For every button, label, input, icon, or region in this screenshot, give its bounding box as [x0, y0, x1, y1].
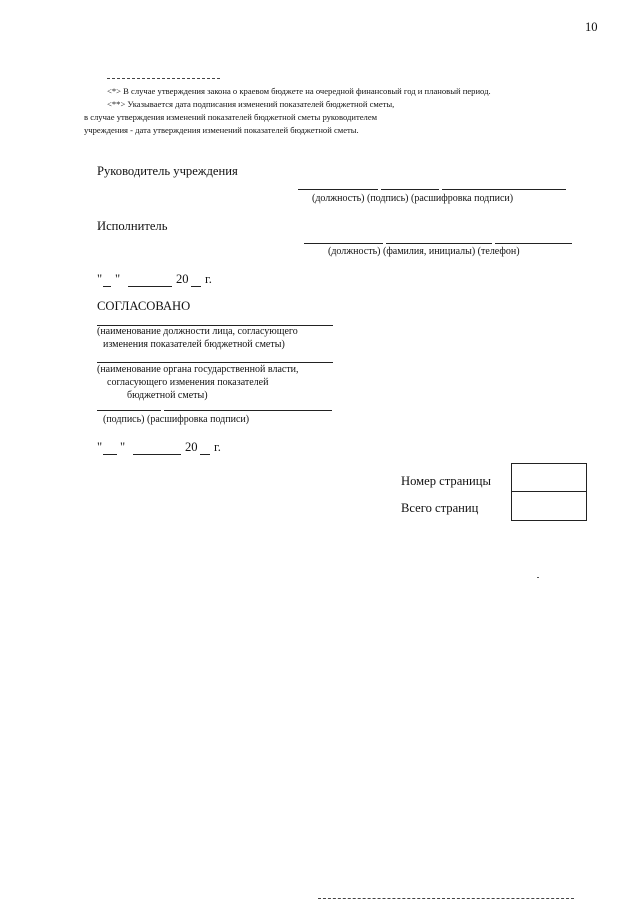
executor-title: Исполнитель: [97, 219, 168, 233]
approved-authority-caption-2: согласующего изменения показателей: [107, 377, 269, 388]
date2-month-line: [133, 454, 181, 455]
approved-position-caption-1: (наименование должности лица, согласующего: [97, 326, 298, 337]
scan-bottom-artifact: [318, 898, 574, 899]
scan-speck: [537, 577, 539, 578]
approved-signature-line: [97, 410, 161, 411]
approved-authority-caption-1: (наименование органа государственной власти,: [97, 364, 299, 375]
head-signature-line: [381, 189, 439, 190]
footnote-separator: [107, 78, 220, 79]
date2-year-suffix: г.: [214, 440, 221, 454]
date1-close-quote: ": [115, 272, 121, 286]
page-number-label: Номер страницы: [401, 474, 491, 488]
date1-year-line: [191, 286, 201, 287]
total-pages-label: Всего страниц: [401, 501, 479, 515]
approved-decoding-line: [164, 410, 332, 411]
executor-name-line: [386, 243, 492, 244]
date2-year-prefix: 20: [185, 440, 198, 454]
executor-phone-line: [495, 243, 572, 244]
approved-authority-line: [97, 362, 333, 363]
head-captions: (должность) (подпись) (расшифровка подписи): [312, 193, 514, 204]
date1-open-quote: ": [97, 272, 103, 286]
footnote-1: <*> В случае утверждения закона о краевом бюджете на очередной финансовый год и плановый период.: [107, 86, 491, 96]
date1-year-suffix: г.: [205, 272, 212, 286]
approved-authority-caption-3: бюджетной сметы): [127, 390, 208, 401]
head-decoding-line: [442, 189, 566, 190]
head-position-line: [298, 189, 378, 190]
footnote-2-cont-2: учреждения - дата утверждения изменений показателей бюджетной сметы.: [84, 125, 359, 135]
approved-position-caption-2: изменения показателей бюджетной сметы): [103, 339, 285, 350]
footnote-2: <**> Указывается дата подписания изменений показателей бюджетной сметы,: [107, 99, 395, 109]
head-title: Руководитель учреждения: [97, 164, 238, 178]
executor-captions: (должность) (фамилия, инициалы) (телефон): [328, 246, 520, 257]
date2-close-quote: ": [120, 440, 126, 454]
page-number-cell[interactable]: [512, 464, 586, 492]
approved-sign-caption: (подпись) (расшифровка подписи): [103, 414, 250, 425]
date2-open-quote: ": [97, 440, 103, 454]
total-pages-cell[interactable]: [512, 492, 586, 519]
footnote-2-cont-1: в случае утверждения изменений показателей бюджетной сметы руководителем: [84, 112, 378, 122]
executor-position-line: [304, 243, 383, 244]
date1-year-prefix: 20: [176, 272, 189, 286]
date2-year-line: [200, 454, 210, 455]
date2-day-line: [103, 454, 117, 455]
page-number: 10: [585, 20, 598, 34]
date1-day-line: [103, 286, 111, 287]
approved-title: СОГЛАСОВАНО: [97, 299, 191, 313]
date1-month-line: [128, 286, 172, 287]
page-count-box: [511, 463, 587, 521]
